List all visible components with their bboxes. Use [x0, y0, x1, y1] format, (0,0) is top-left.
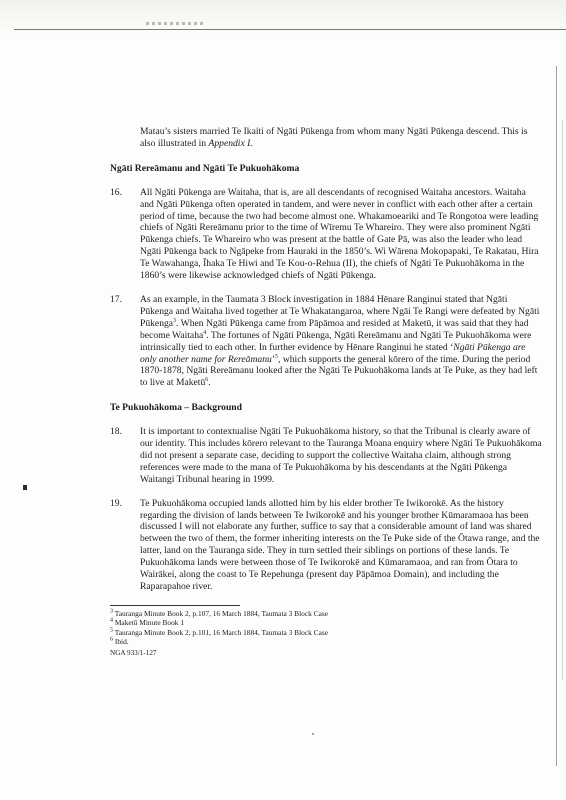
paragraph-text: ’ [271, 353, 276, 365]
footnote [110, 628, 542, 637]
footnote-mark: 5 [110, 627, 113, 634]
paragraph-text: , which supports the general kōrero of the time. During the period 1870-1878, Ngāti Rereāmanu looked after the Ngāti Te Pukuohākoma lands at Te Puke, as they had left to live at Maketū [140, 353, 538, 389]
footnote-mark: 6 [110, 636, 113, 643]
scan-header-shading [0, 0, 566, 36]
scan-speck [312, 733, 314, 735]
footnote-ref-4: 4 [203, 329, 207, 336]
continuation-paragraph [110, 126, 542, 150]
footnote [110, 618, 542, 627]
paragraph-text: It is important to contextualise Ngāti Te Pukuohākoma history, so that the Tribunal is clearly aware of our identity. This includes kōrero relevant to the Tauranga Moana enquiry where Ngāti Te Pukuohākoma did not present a separate case, deciding to support the collective Waitaha claim, although strong references were made to the mana of Te Pukuohākoma by his descendants at the Ngāti Pūkenga Waitangi Tribunal hearing in 1999. [140, 426, 542, 485]
paragraph-number: 17. [110, 293, 122, 305]
paragraph-number: 16. [110, 186, 122, 198]
footnote-mark: 4 [110, 617, 113, 624]
footnote-separator [110, 605, 240, 606]
document-page [110, 126, 542, 660]
footnote-text: Maketū Minute Book 1 [114, 618, 185, 628]
scan-mark [146, 22, 206, 25]
paragraph-text: Te Pukuohākoma occupied lands allotted him by his elder brother Te Iwikorokē. As the history regarding the division of lands between Te Iwikorokē and his younger brother Kūmaramaoa has been discussed I will not elaborate any further, suffice to say that a considerable amount of land was shared between the two of them, the former inheriting interests on the Te Puke side of the Ōtawa range, and the latter, land on the Tauranga side. They in turn settled their siblings on portions of these lands. Te Pukuohākoma lands were between those of Te Iwikorokē and Kūmaramaoa, and ran from Ōtara to Wairākei, along the coast to Te Repehunga (present day Pāpāmoa Domain), and including the Raparapahoe river. [140, 497, 540, 592]
paragraph-18 [110, 426, 542, 486]
section-heading-rereamanu: Ngāti Rereāmanu and Ngāti Te Pukuohākoma [110, 162, 300, 174]
footnote-ref-5: 5 [275, 353, 279, 360]
footnote-ref-6: 6 [205, 377, 209, 384]
footnote-text: Tauranga Minute Book 2, p.107, 16 March 1884, Taumata 3 Block Case [114, 608, 329, 618]
footnote-ref-3: 3 [173, 317, 177, 324]
continuation-text: Matau’s sisters married Te Ikaiti of Ngāti Pūkenga from whom many Ngāti Pūkenga descend. This is also illustrated in [140, 126, 528, 149]
quoted-statement: Ngāti Pūkenga are only another name for Rereāmanu [140, 341, 526, 365]
footnote [110, 637, 542, 646]
scan-top-rule [14, 29, 566, 30]
section-heading-background: Te Pukuohākoma – Background [110, 402, 242, 414]
margin-mark [23, 485, 27, 490]
footnote-mark: 3 [110, 608, 113, 615]
footnote-text: Tauranga Minute Book 2, p.101, 16 March 1884, Taumata 3 Block Case [114, 627, 329, 637]
document-reference: NGA 933/1-127 [110, 649, 157, 658]
footnotes [110, 609, 542, 646]
paragraph-16 [110, 187, 542, 282]
paragraph-text: All Ngāti Pūkenga are Waitaha, that is, are all descendants of recognised Waitaha ancestors. Waitaha and Ngāti Pūkenga often operated in tandem, and were never in conflict with each other after a certain period of time, because the two had become almost one. Whakamoeariki and Te Rongotoa were leading chiefs of Ngāti Rereāmanu prior to the time of Wīremu Te Whareiro. They were also prominent Ngāti Pūkenga chiefs. Te Whareiro who was present at the battle of Gate Pā, was also the leader who lead Ngāti Pūkenga back to Ngāpeke from Hauraki in the 1850’s. Wi Wārena Mokopapaki, Te Rakatau, Hira Te Wawahanga, Īhaka Te Hiwi and Te Kou-o-Rehua (II), the chiefs of Ngāti Te Pukuohākoma in the 1860’s were likewise acknowledged chiefs of Ngāti Pūkenga. [140, 186, 539, 282]
appendix-reference: Appendix I. [208, 137, 253, 149]
page-right-edge [556, 66, 557, 766]
footnote [110, 609, 542, 618]
paragraph-number: 18. [110, 426, 122, 438]
paragraph-number: 19. [110, 497, 122, 509]
footnote-text: Ibid. [114, 636, 129, 646]
paragraph-17 [110, 294, 542, 389]
paragraph-19 [110, 498, 542, 593]
paragraph-text: . When Ngāti Pūkenga came from Pāpāmoa and resided at Maketū, it was said that they had become Waitaha [140, 317, 529, 341]
page-right-edge-shadow [562, 120, 563, 680]
paragraph-text: . [208, 377, 211, 389]
paragraph-text: . The fortunes of Ngāti Pūkenga, Ngāti Rereāmanu and Ngāti Te Pukuohākoma were intrinsically tied to each other. In further evidence by Hēnare Ranginui he stated ‘ [140, 329, 532, 353]
paragraph-text: As an example, in the Taumata 3 Block investigation in 1884 Hēnare Ranginui stated that Ngāti Pūkenga and Waitaha lived together at Te Whakatangaroa, where Ngāi Te Rangi were defeated by Ngāti Pūkenga [140, 293, 540, 329]
